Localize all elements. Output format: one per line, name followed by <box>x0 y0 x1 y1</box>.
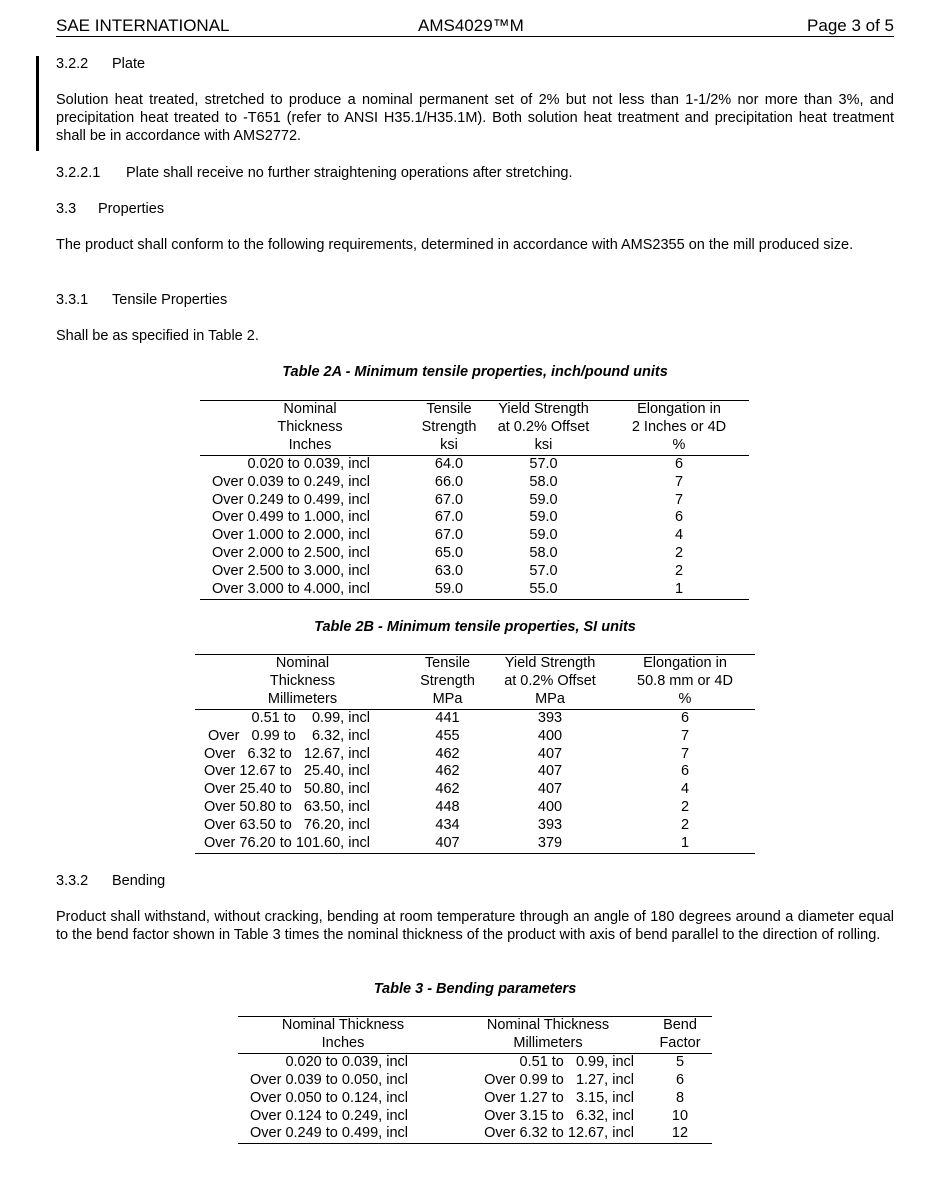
table-row <box>200 545 749 563</box>
header-cell: Millimeters <box>448 1035 648 1053</box>
table-cell: 379 <box>485 835 615 853</box>
table-cell: 7 <box>680 745 690 762</box>
header-cell: Yield Strength <box>478 401 609 419</box>
table-cell: 59.0 <box>529 509 558 526</box>
table-cell: 58.0 <box>529 545 558 562</box>
table-cell: Over 0.124 to 0.249, incl <box>250 1107 408 1124</box>
table-row <box>200 455 749 473</box>
table-cell: 7 <box>674 473 684 490</box>
table-cell: 393 <box>537 709 563 726</box>
table-row <box>238 1072 712 1090</box>
table-cell: 67.0 <box>434 509 464 526</box>
header-cell: 2 Inches or 4D <box>631 418 727 435</box>
table-cell: 10 <box>671 1107 689 1124</box>
header-cell: Nominal Thickness <box>448 1017 648 1035</box>
table-cell: 2 <box>674 545 684 562</box>
table-cell: Over 0.039 to 0.050, incl <box>250 1071 408 1088</box>
header-cell: % <box>609 437 749 455</box>
table-cell: Over 76.20 to 101.60, incl <box>195 835 410 853</box>
table-3-caption: Table 3 - Bending parameters <box>373 981 577 997</box>
header-cell: Tensile <box>420 401 478 419</box>
header-cell: Nominal <box>200 401 420 419</box>
header-cell: Nominal Thickness <box>238 1017 448 1035</box>
section-number: 3.3.2 <box>56 873 89 889</box>
table-cell: 448 <box>435 799 460 816</box>
table-cell: 1 <box>615 835 755 853</box>
header-cell: % <box>615 691 755 709</box>
table-cell: 5 <box>675 1053 685 1070</box>
section-title: Bending <box>112 873 166 889</box>
section-number: 3.2.2.1 <box>56 165 101 181</box>
table-cell: 4 <box>680 781 690 798</box>
table-3 <box>238 1016 712 1144</box>
table-cell: Over 1.27 to 3.15, incl <box>484 1089 634 1106</box>
table-cell: 0.51 to 0.99, incl <box>251 709 370 726</box>
section-3-2-2-heading <box>56 55 145 73</box>
header-cell: 50.8 mm or 4D <box>637 672 733 689</box>
table-cell: Over 6.32 to 12.67, incl <box>203 745 370 762</box>
table-row <box>200 563 749 581</box>
table-cell: Over 0.249 to 0.499, incl <box>238 1125 448 1143</box>
table-cell: 57.0 <box>529 455 558 472</box>
table-cell: 6 <box>680 763 690 780</box>
table-cell: Over 2.500 to 3.000, incl <box>212 563 370 580</box>
section-3-2-2-paragraph: Solution heat treated, stretched to produce a nominal permanent set of 2% but not less than 1-1/2% nor more than 3%, and precipitation heat treated to -T651 (refer to ANSI H35.1/H35.1M). Both solution heat treatment and precipitation heat treatment shall be in accordance with AMS2772. <box>56 92 894 144</box>
section-3-3-2-paragraph: Product shall withstand, without cracking, bending at room temperature through an angle of 180 degrees around a diameter equal to the bend factor shown in Table 3 times the nominal thickness of the product with axis of bend parallel to the direction of rolling. <box>56 909 894 943</box>
header-cell: Thickness <box>277 418 343 435</box>
table-row <box>195 746 755 764</box>
page-header <box>56 16 894 37</box>
header-cell: ksi <box>420 437 478 455</box>
header-cell: Elongation in <box>615 655 755 673</box>
header-cell: Strength <box>421 418 477 435</box>
table-cell: 0.51 to 0.99, incl <box>519 1053 634 1070</box>
table-cell: 462 <box>435 745 460 762</box>
header-page-number: Page 3 of 5 <box>807 16 894 35</box>
table-cell: 12 <box>648 1125 712 1143</box>
table-row <box>195 763 755 781</box>
header-cell: Elongation in <box>609 401 749 419</box>
table-cell: 407 <box>410 835 485 853</box>
table-row <box>200 492 749 510</box>
table-cell: 57.0 <box>529 563 558 580</box>
table-cell: Over 0.249 to 0.499, incl <box>212 491 370 508</box>
table-cell: 67.0 <box>434 491 464 508</box>
header-cell: at 0.2% Offset <box>497 418 590 435</box>
table-row <box>200 474 749 492</box>
table-cell: 59.0 <box>529 527 558 544</box>
table-cell: 400 <box>537 727 563 744</box>
table-cell: 0.020 to 0.039, incl <box>247 455 370 472</box>
section-number: 3.2.2 <box>56 56 89 72</box>
table-row <box>195 799 755 817</box>
table-cell: 6 <box>675 1071 685 1088</box>
table-row <box>238 1053 712 1071</box>
section-3-3-2-heading <box>56 872 165 890</box>
table-cell: 7 <box>674 491 684 508</box>
table-cell: 407 <box>537 763 563 780</box>
table-row <box>200 509 749 527</box>
table-2b-caption: Table 2B - Minimum tensile properties, SI units <box>314 619 636 635</box>
table-cell: 6 <box>680 709 690 726</box>
table-cell: 8 <box>675 1089 685 1106</box>
header-org: SAE INTERNATIONAL <box>56 16 230 35</box>
table-cell: Over 0.039 to 0.249, incl <box>212 473 370 490</box>
table-cell: 462 <box>435 781 460 798</box>
table-cell: 55.0 <box>478 581 609 599</box>
header-cell: Factor <box>648 1035 712 1053</box>
table-row <box>195 728 755 746</box>
table-cell: 393 <box>537 817 563 834</box>
table-cell: 64.0 <box>434 455 464 472</box>
header-cell: Yield Strength <box>485 655 615 673</box>
header-cell: at 0.2% Offset <box>504 672 596 689</box>
header-cell: Nominal <box>195 655 410 673</box>
table-row <box>195 709 755 727</box>
table-cell: 59.0 <box>420 581 478 599</box>
table-row <box>238 1090 712 1108</box>
section-3-3-heading <box>56 200 164 218</box>
table-cell: 407 <box>537 781 563 798</box>
table-2b <box>195 654 755 854</box>
table-cell: 407 <box>537 745 563 762</box>
table-cell: 6 <box>674 455 684 472</box>
table-cell: Over 3.000 to 4.000, incl <box>200 581 420 599</box>
section-title: Plate <box>112 56 146 72</box>
table-row <box>238 1108 712 1126</box>
table-cell: Over 0.499 to 1.000, incl <box>212 509 370 526</box>
table-2a-caption: Table 2A - Minimum tensile properties, inch/pound units <box>282 364 668 380</box>
table-2a <box>200 400 749 600</box>
table-cell: Over 12.67 to 25.40, incl <box>203 763 370 780</box>
table-cell: Over 3.15 to 6.32, incl <box>484 1107 634 1124</box>
header-cell: Strength <box>420 672 475 689</box>
table-row <box>200 581 749 599</box>
table-cell: 462 <box>435 763 460 780</box>
table-cell: 455 <box>435 727 460 744</box>
table-row <box>195 835 755 853</box>
table-cell: 400 <box>537 799 563 816</box>
table-row <box>200 527 749 545</box>
change-bar <box>36 56 39 151</box>
table-cell: 2 <box>680 817 690 834</box>
table-cell: 63.0 <box>434 563 464 580</box>
table-cell: 58.0 <box>529 473 558 490</box>
table-cell: 7 <box>680 727 690 744</box>
section-3-3-paragraph: The product shall conform to the following requirements, determined in accordance with AMS2355 on the mill produced size. <box>56 237 854 253</box>
table-cell: 441 <box>435 709 460 726</box>
section-number: 3.3 <box>56 201 77 217</box>
section-title: Properties <box>98 201 165 217</box>
table-row <box>238 1125 712 1143</box>
section-3-3-1-heading <box>56 291 227 309</box>
table-cell: Over 0.99 to 6.32, incl <box>208 727 370 744</box>
header-doc-number: AMS4029™M <box>418 16 524 35</box>
header-cell: MPa <box>485 691 615 709</box>
section-3-3-1-paragraph: Shall be as specified in Table 2. <box>56 328 259 344</box>
table-cell: 6 <box>674 509 684 526</box>
table-cell: 59.0 <box>529 491 558 508</box>
table-cell: 2 <box>680 799 690 816</box>
header-cell: Inches <box>238 1035 448 1053</box>
table-cell: 1 <box>609 581 749 599</box>
table-cell: Over 0.050 to 0.124, incl <box>250 1089 408 1106</box>
table-cell: Over 25.40 to 50.80, incl <box>203 781 370 798</box>
table-cell: 2 <box>674 563 684 580</box>
table-cell: Over 2.000 to 2.500, incl <box>212 545 370 562</box>
header-cell: Bend <box>648 1017 712 1035</box>
table-cell: Over 0.99 to 1.27, incl <box>484 1071 634 1088</box>
section-title: Tensile Properties <box>112 292 228 308</box>
header-cell: ksi <box>478 437 609 455</box>
table-cell: Over 50.80 to 63.50, incl <box>203 799 370 816</box>
header-cell: Millimeters <box>195 691 410 709</box>
table-cell: Over 6.32 to 12.67, incl <box>448 1125 648 1143</box>
header-cell: Inches <box>200 437 420 455</box>
table-cell: Over 63.50 to 76.20, incl <box>203 817 370 834</box>
table-cell: 67.0 <box>434 527 464 544</box>
section-number: 3.3.1 <box>56 292 89 308</box>
table-cell: 65.0 <box>434 545 464 562</box>
section-text: Plate shall receive no further straightening operations after stretching. <box>126 165 573 181</box>
header-cell: Tensile <box>410 655 485 673</box>
table-cell: 0.020 to 0.039, incl <box>285 1053 408 1070</box>
table-row <box>195 817 755 835</box>
section-3-2-2-1 <box>56 164 573 182</box>
table-cell: Over 1.000 to 2.000, incl <box>212 527 370 544</box>
table-cell: 66.0 <box>434 473 464 490</box>
table-cell: 434 <box>435 817 460 834</box>
table-cell: 4 <box>674 527 684 544</box>
header-cell: Thickness <box>269 672 336 689</box>
header-cell: MPa <box>410 691 485 709</box>
table-row <box>195 781 755 799</box>
